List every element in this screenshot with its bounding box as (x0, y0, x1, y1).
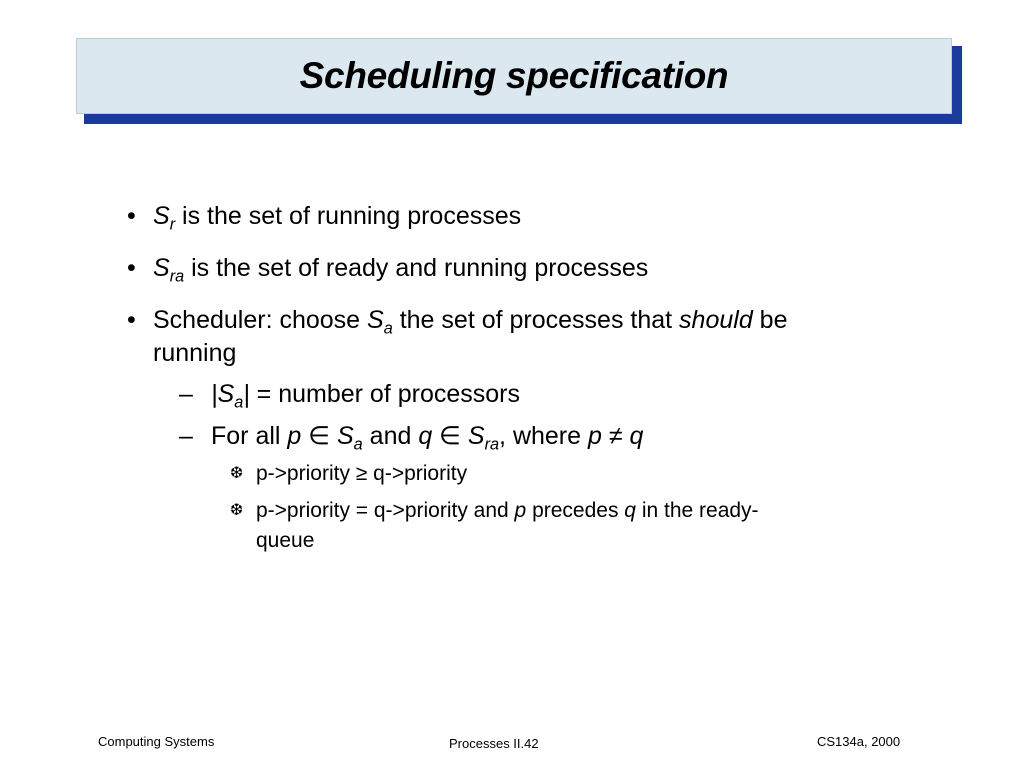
var-p: p (287, 422, 302, 450)
set-symbol: S (336, 422, 354, 450)
footer-right: CS134a, 2000 (817, 734, 901, 749)
subbullet-text: = number of processors (249, 380, 520, 408)
bullet-ready-running-set (127, 252, 893, 286)
bullet-text-mid: the set of processes that (392, 306, 680, 334)
bullet-text: is the set of running processes (175, 202, 522, 230)
snowflake-icon: ❆ (230, 465, 244, 482)
element-of-symbol: ∈ (432, 422, 468, 450)
bullet-scheduler (127, 304, 893, 370)
dash-marker: – (179, 422, 193, 450)
bullet-marker: • (127, 202, 136, 230)
text-suffix: in the ready- (635, 499, 759, 522)
slide-title: Scheduling specification (299, 55, 729, 96)
not-equal-symbol: ≠ (601, 422, 630, 450)
var-q: q (624, 499, 636, 522)
footer-left: Computing Systems (98, 734, 215, 749)
subsubbullet-priority-ge (230, 459, 896, 489)
set-symbol: S (217, 380, 235, 408)
element-of-symbol: ∈ (301, 422, 337, 450)
emphasis-word: should (679, 306, 753, 334)
text-and: and (362, 422, 419, 450)
text-line2: queue (256, 529, 315, 552)
set-subscript: a (234, 393, 244, 412)
set-subscript: ra (169, 267, 185, 286)
text-prefix: p->priority = q->priority and (256, 499, 515, 522)
var-p: p (514, 499, 527, 522)
subsubbullet-text: p->priority ≥ q->priority (256, 462, 468, 485)
text-mid: precedes (526, 499, 625, 522)
subbullet-cardinality (179, 378, 891, 412)
bullet-text: is the set of ready and running processes (184, 254, 649, 282)
subsubbullet-priority-eq (230, 496, 896, 556)
snowflake-icon: ❆ (230, 502, 244, 519)
footer-center: Processes II.42 (449, 736, 539, 751)
abs-bar-right: | (243, 380, 250, 408)
bullet-marker: • (127, 306, 136, 334)
bullet-running-set (127, 200, 893, 234)
subbullet-for-all (179, 420, 891, 454)
bullet-marker: • (127, 254, 136, 282)
bullet-text-suffix: be (752, 306, 788, 334)
set-subscript: a (383, 319, 393, 338)
abs-bar-left: | (211, 380, 218, 408)
set-symbol: S (467, 422, 485, 450)
set-symbol: S (153, 202, 170, 230)
set-subscript: a (353, 435, 363, 454)
text-prefix: For all (211, 422, 288, 450)
set-subscript: ra (484, 435, 500, 454)
var-p: p (587, 422, 602, 450)
var-q: q (629, 422, 644, 450)
bullet-text-prefix: Scheduler: choose (153, 306, 368, 334)
text-where: , where (499, 422, 588, 450)
dash-marker: – (179, 380, 193, 408)
var-q: q (418, 422, 433, 450)
set-symbol: S (367, 306, 384, 334)
set-subscript: r (169, 215, 176, 234)
set-symbol: S (153, 254, 170, 282)
bullet-text-line2: running (153, 339, 237, 367)
